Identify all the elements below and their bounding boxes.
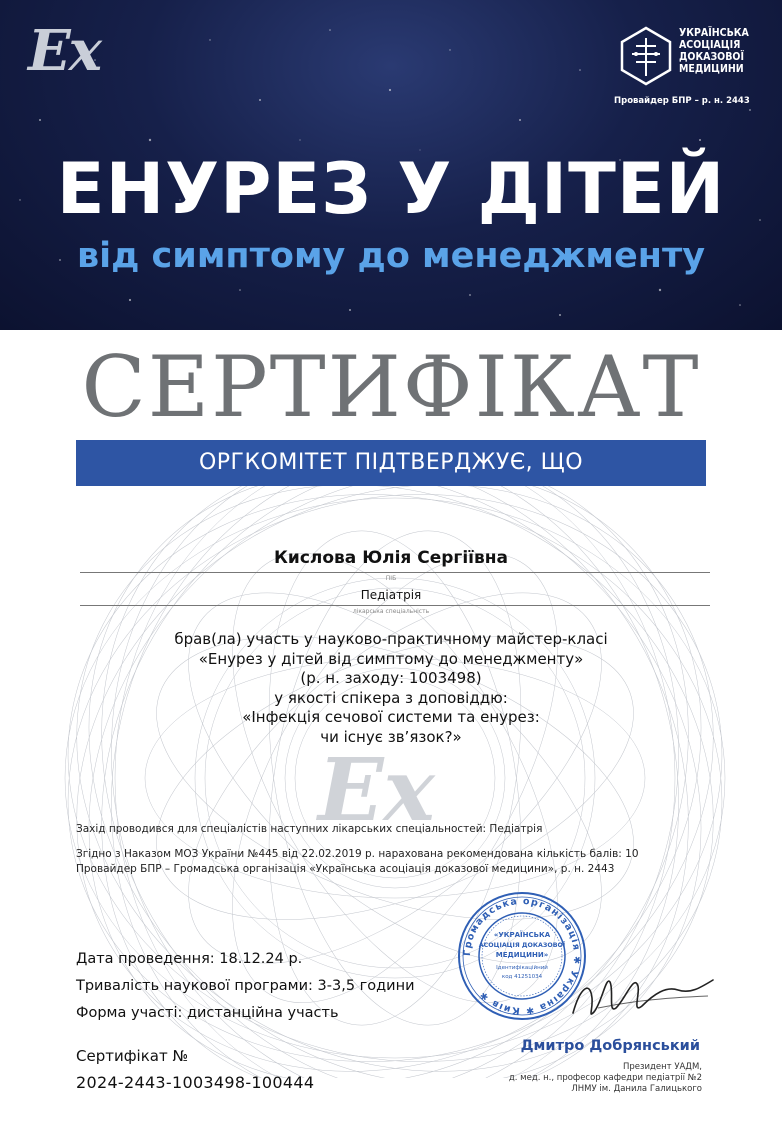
signature-icon: [568, 968, 718, 1028]
body-line: чи існує зв’язок?»: [320, 727, 462, 746]
event-duration: Тривалість наукової програми: 3-3,5 години: [76, 978, 415, 994]
certificate-heading: СЕРТИФІКАТ: [81, 338, 701, 436]
certificate-body: [0, 630, 782, 747]
stamp-line: код 41251034: [501, 974, 543, 980]
body-line: (р. н. заходу: 1003498): [300, 669, 482, 687]
specialty-underline: [80, 605, 710, 606]
stamp-line: МЕДИЦИНИ»: [495, 951, 549, 959]
certificate-number: 2024-2443-1003498-100444: [76, 1073, 315, 1092]
note-provider: Провайдер БПР – Громадська організація «Українська асоціація доказової медицини», р. н. 2443: [76, 863, 615, 875]
certificate-number-label: Сертифікат №: [76, 1047, 189, 1065]
participant-name: Кислова Юлія Сергіївна: [274, 548, 508, 568]
note-specialties: Захід проводився для спеціалістів наступних лікарських спеціальностей: Педіатрія: [76, 823, 543, 835]
stamp-ring-text: Громадська організація ✱ Україна ✱ Київ ✱: [461, 895, 583, 1017]
stamp-line: АСОЦІАЦІЯ ДОКАЗОВОЇ: [478, 942, 566, 949]
signer-title: Президент УАДМ, д. мед. н., професор кафедри педіатрії №2 ЛНМУ ім. Данила Галицького: [508, 1062, 702, 1094]
body-line: брав(ла) участь у науково-практичному майстер-класі: [174, 630, 608, 648]
ex-watermark: Ex: [318, 740, 435, 841]
confirmation-band: ОРГКОМІТЕТ ПІДТВЕРДЖУЄ, ЩО: [76, 440, 706, 486]
event-format: Форма участі: дистанційна участь: [76, 1005, 339, 1021]
event-date: Дата проведення: 18.12.24 р.: [76, 951, 303, 967]
note-order: Згідно з Наказом МОЗ України №445 від 22.02.2019 р. нарахована рекомендована кількість балів: 10: [76, 848, 639, 860]
event-details: [76, 946, 415, 1027]
association-name: УКРАЇНСЬКА АСОЦІАЦІЯ ДОКАЗОВОЇ МЕДИЦИНИ: [679, 27, 749, 75]
body-line: у якості спікера з доповіддю:: [274, 688, 508, 707]
specialty-caption: лікарська спеціальність: [352, 608, 430, 615]
name-caption: ПІБ: [385, 575, 397, 582]
signer-name: Дмитро Добрянський: [520, 1038, 700, 1054]
body-line: «Інфекція сечової системи та енурез:: [242, 708, 540, 726]
stamp-line: «УКРАЇНСЬКА: [493, 931, 551, 939]
ex-logo-icon: Ex: [28, 18, 101, 84]
stamp-line: Ідентифікаційний: [496, 965, 548, 971]
name-underline: [80, 572, 710, 573]
header-banner: [0, 0, 782, 330]
participant-specialty: Педіатрія: [360, 588, 422, 602]
event-title: ЕНУРЕЗ У ДІТЕЙ: [56, 148, 726, 230]
event-subtitle: від симптому до менеджменту: [76, 236, 706, 276]
provider-caption: Провайдер БПР – р. н. 2443: [614, 96, 750, 106]
body-line: «Енурез у дітей від симптому до менеджменту»: [198, 649, 584, 668]
